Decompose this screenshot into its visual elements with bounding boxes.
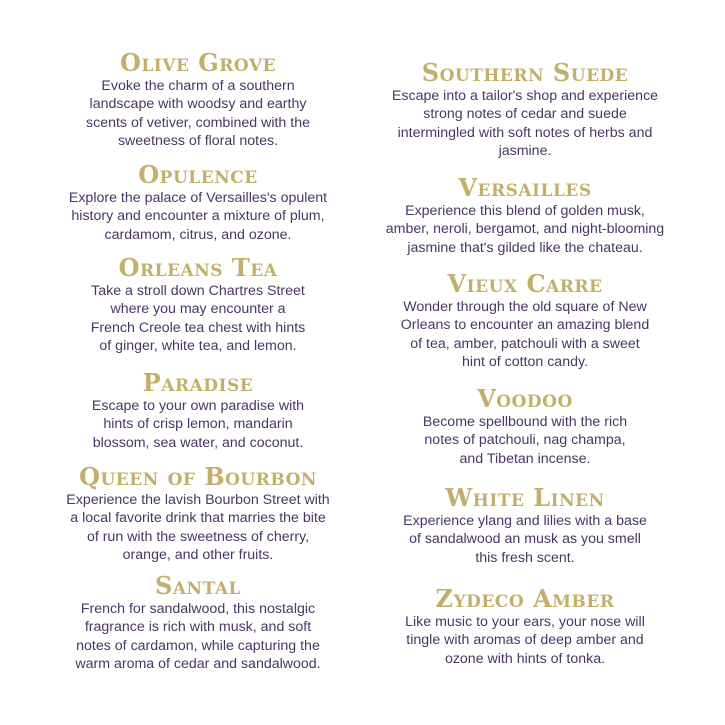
scent-entry-southern-suede: [360, 60, 690, 161]
scent-description: Experience the lavish Bourbon Street with a local favorite drink that marries the bite of run with the sweetness of cherry, orange, and other fruits.: [66, 492, 330, 564]
scent-description: Escape to your own paradise with hints of crisp lemon, mandarin blossom, sea water, and coconut.: [91, 398, 305, 451]
scent-name: Orleans Tea: [118, 253, 278, 282]
scent-name: White Linen: [445, 483, 605, 512]
scent-description: Take a stroll down Chartres Street where you may encounter a French Creole tea chest with hints of ginger, white tea, and lemon.: [90, 283, 306, 355]
scent-description: Experience ylang and lilies with a base of sandalwood an musk as you smell this fresh scent.: [403, 513, 647, 566]
scent-name: Olive Grove: [119, 48, 277, 77]
scent-description: Become spellbound with the rich notes of patchouli, nag champa, and Tibetan incense.: [422, 414, 628, 467]
scent-description: Experience this blend of golden musk, amber, neroli, bergamot, and night-blooming jasmine that's gilded like the chateau.: [385, 203, 665, 256]
scent-entry-opulence: [33, 162, 363, 244]
scent-entry-zydeco-amber: [360, 586, 690, 668]
scent-entry-santal: [33, 573, 363, 674]
scent-name: Paradise: [142, 368, 254, 397]
scent-name: Vieux Carre: [447, 269, 603, 298]
scent-description: French for sandalwood, this nostalgic fragrance is rich with musk, and soft notes of cardamon, while capturing the warm aroma of cedar and sandalwood.: [75, 601, 321, 673]
scent-description: Like music to your ears, your nose will tingle with aromas of deep amber and ozone with hints of tonka.: [405, 614, 645, 667]
scent-description: Evoke the charm of a southern landscape with woodsy and earthy scents of vetiver, combined with the sweetness of floral notes.: [86, 78, 310, 150]
scent-description: Escape into a tailor's shop and experience strong notes of cedar and suede intermingled with soft notes of herbs and jasmine.: [391, 88, 659, 160]
scent-entry-paradise: [33, 370, 363, 452]
scent-name: Zydeco Amber: [435, 584, 615, 613]
scent-entry-vieux-carre: [360, 271, 690, 372]
scent-description: Wonder through the old square of New Orleans to encounter an amazing blend of tea, amber, patchouli with a sweet hint of cotton candy.: [400, 299, 650, 371]
scent-name: Queen of Bourbon: [79, 462, 317, 491]
scent-name: Santal: [155, 571, 241, 600]
scent-entry-olive-grove: [33, 50, 363, 151]
scent-entry-voodoo: [360, 386, 690, 468]
scent-name: Versailles: [458, 173, 592, 202]
scent-entry-queen-of-bourbon: [33, 464, 363, 565]
scent-entry-versailles: [360, 175, 690, 257]
scent-name: Opulence: [138, 160, 258, 189]
scent-name: Voodoo: [477, 384, 573, 413]
scent-description: Explore the palace of Versailles's opulent history and encounter a mixture of plum, cardamom, citrus, and ozone.: [68, 190, 328, 243]
scent-entry-white-linen: [360, 485, 690, 567]
scent-entry-orleans-tea: [33, 255, 363, 356]
scent-name: Southern Suede: [421, 58, 629, 87]
